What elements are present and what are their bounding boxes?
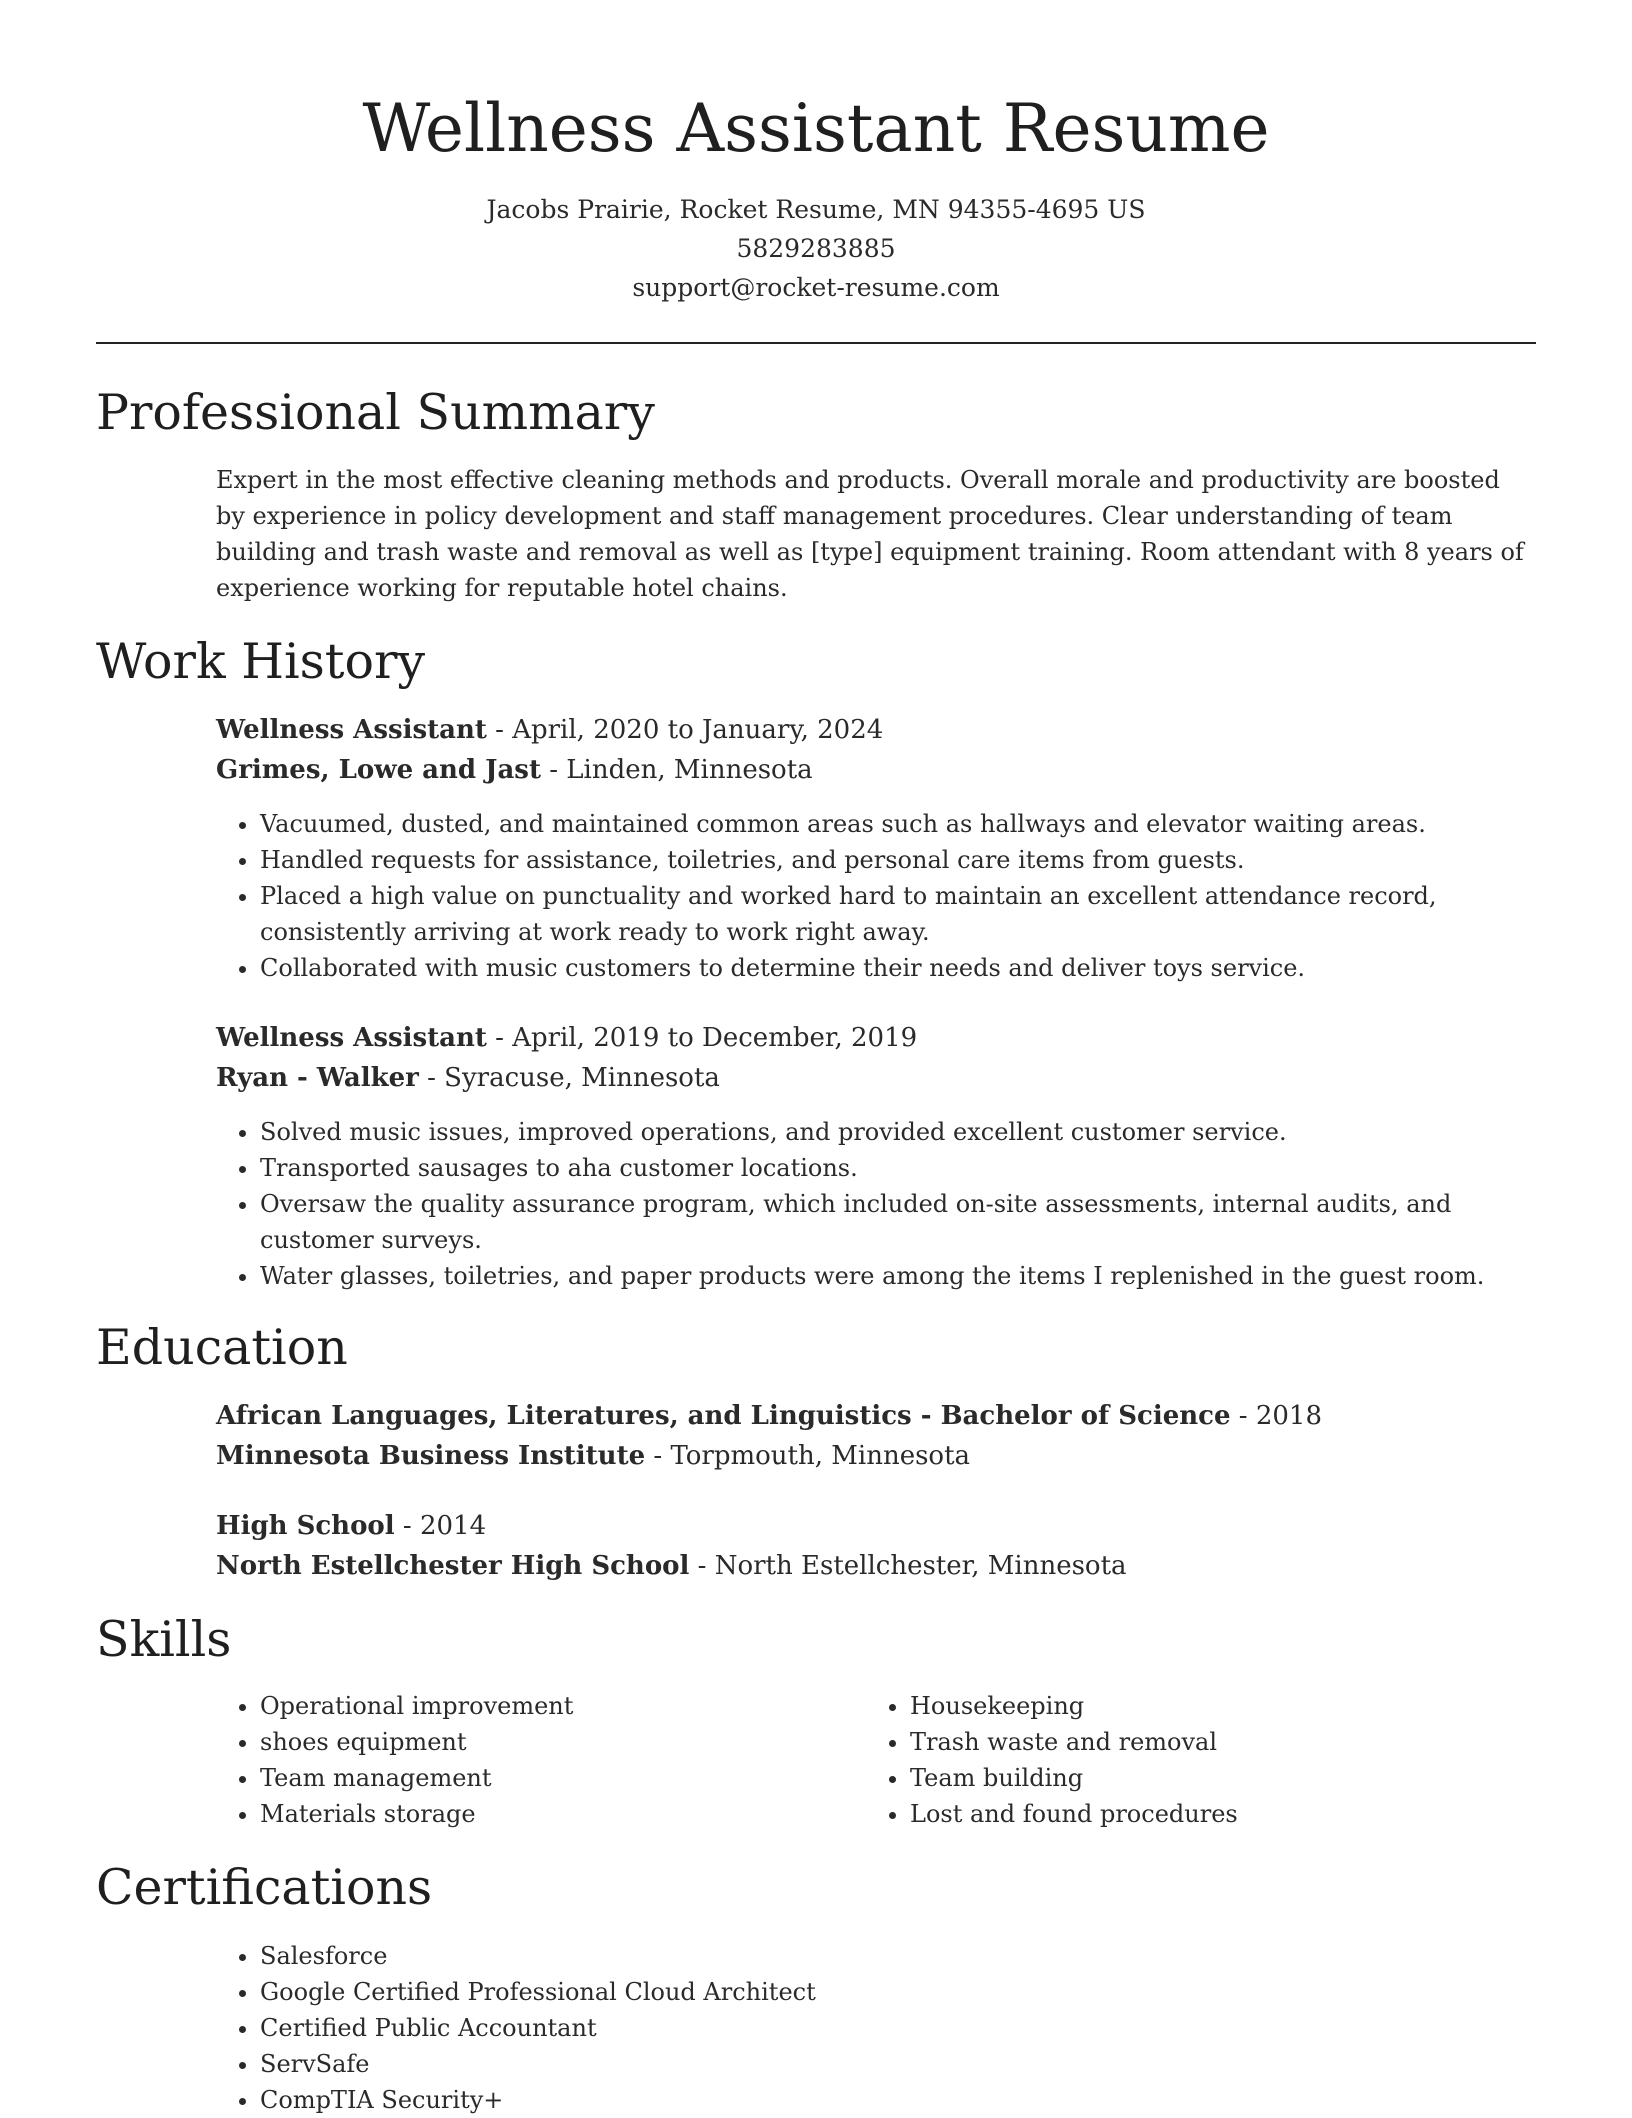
list-item: • Materials storage — [260, 1796, 856, 1832]
school-line — [216, 1436, 1536, 1476]
list-item: • Trash waste and removal — [910, 1724, 1506, 1760]
list-item: • Operational improvement — [260, 1688, 856, 1724]
job-entry — [216, 710, 1536, 986]
skills-list — [216, 1688, 856, 1832]
school: North Estellchester High School — [216, 1551, 690, 1581]
contact-info — [96, 190, 1536, 307]
list-item: • Handled requests for assistance, toiletries, and personal care items from guests. — [260, 842, 1536, 878]
job-entry — [216, 1018, 1536, 1294]
job-dates: - April, 2019 to December, 2019 — [486, 1023, 918, 1053]
certifications-section — [216, 1938, 1536, 2118]
degree-line — [216, 1396, 1536, 1436]
list-item: • Google Certified Professional Cloud Architect — [260, 1974, 1536, 2010]
job-title: Wellness Assistant — [216, 715, 487, 745]
summary-section — [216, 462, 1536, 606]
list-item: • Water glasses, toiletries, and paper products were among the items I replenished in the guest room. — [260, 1258, 1536, 1294]
degree: High School — [216, 1511, 395, 1541]
phone: 5829283885 — [736, 234, 896, 263]
list-item: • Transported sausages to aha customer locations. — [260, 1150, 1536, 1186]
degree-line — [216, 1506, 1536, 1546]
list-item: • Lost and found procedures — [910, 1796, 1506, 1832]
certifications-heading: Certifications — [96, 1859, 433, 1916]
summary-heading: Professional Summary — [96, 384, 655, 441]
job-location: - Linden, Minnesota — [540, 755, 813, 785]
email: support@rocket-resume.com — [632, 273, 1000, 302]
skills-column-left — [216, 1688, 856, 1832]
school-location: - North Estellchester, Minnesota — [689, 1551, 1127, 1581]
list-item: • Collaborated with music customers to determine their needs and deliver toys service. — [260, 950, 1536, 986]
list-item: • Oversaw the quality assurance program, which included on-site assessments, internal audits, and customer surveys. — [260, 1186, 1536, 1258]
job-bullets — [216, 806, 1536, 986]
skills-column-right — [866, 1688, 1506, 1832]
list-item: • Certified Public Accountant — [260, 2010, 1536, 2046]
education-entry — [216, 1396, 1536, 1476]
list-item: • Vacuumed, dusted, and maintained common areas such as hallways and elevator waiting areas. — [260, 806, 1536, 842]
skills-heading: Skills — [96, 1611, 232, 1668]
job-company-line — [216, 1058, 1536, 1098]
job-bullets — [216, 1114, 1536, 1294]
list-item: • Team management — [260, 1760, 856, 1796]
education-heading: Education — [96, 1319, 348, 1376]
list-item: • Housekeeping — [910, 1688, 1506, 1724]
job-location: - Syracuse, Minnesota — [418, 1063, 720, 1093]
list-item: • Placed a high value on punctuality and worked hard to maintain an excellent attendance record, consistently arriving at work ready to work right away. — [260, 878, 1536, 950]
list-item: • Solved music issues, improved operations, and provided excellent customer service. — [260, 1114, 1536, 1150]
work-history-heading: Work History — [96, 633, 426, 690]
address: Jacobs Prairie, Rocket Resume, MN 94355-4695 US — [486, 195, 1146, 224]
job-dates: - April, 2020 to January, 2024 — [486, 715, 884, 745]
job-company-line — [216, 750, 1536, 790]
school-line — [216, 1546, 1536, 1586]
list-item: • CompTIA Security+ — [260, 2082, 1536, 2118]
job-title-line — [216, 1018, 1536, 1058]
certifications-list — [216, 1938, 1536, 2118]
summary-text: Expert in the most effective cleaning methods and products. Overall morale and productivity are boosted by experience in policy development and staff management procedures. Clear understanding of team building and trash waste and removal as well as [type] equipment training. Room attendant with 8 years of experience working for reputable hotel chains. — [216, 466, 1524, 602]
list-item: • Team building — [910, 1760, 1506, 1796]
school: Minnesota Business Institute — [216, 1441, 646, 1471]
list-item: • shoes equipment — [260, 1724, 856, 1760]
resume-title: Wellness Assistant Resume — [362, 90, 1270, 167]
job-company: Ryan - Walker — [216, 1063, 419, 1093]
list-item: • ServSafe — [260, 2046, 1536, 2082]
school-location: - Torpmouth, Minnesota — [645, 1441, 971, 1471]
skills-list — [866, 1688, 1506, 1832]
job-company: Grimes, Lowe and Jast — [216, 755, 541, 785]
job-title-line — [216, 710, 1536, 750]
graduation-year: - 2018 — [1230, 1401, 1323, 1431]
list-item: • Salesforce — [260, 1938, 1536, 1974]
education-entry — [216, 1506, 1536, 1586]
graduation-year: - 2014 — [394, 1511, 487, 1541]
job-title: Wellness Assistant — [216, 1023, 487, 1053]
header-divider — [96, 342, 1536, 344]
degree: African Languages, Literatures, and Linguistics - Bachelor of Science — [216, 1401, 1231, 1431]
